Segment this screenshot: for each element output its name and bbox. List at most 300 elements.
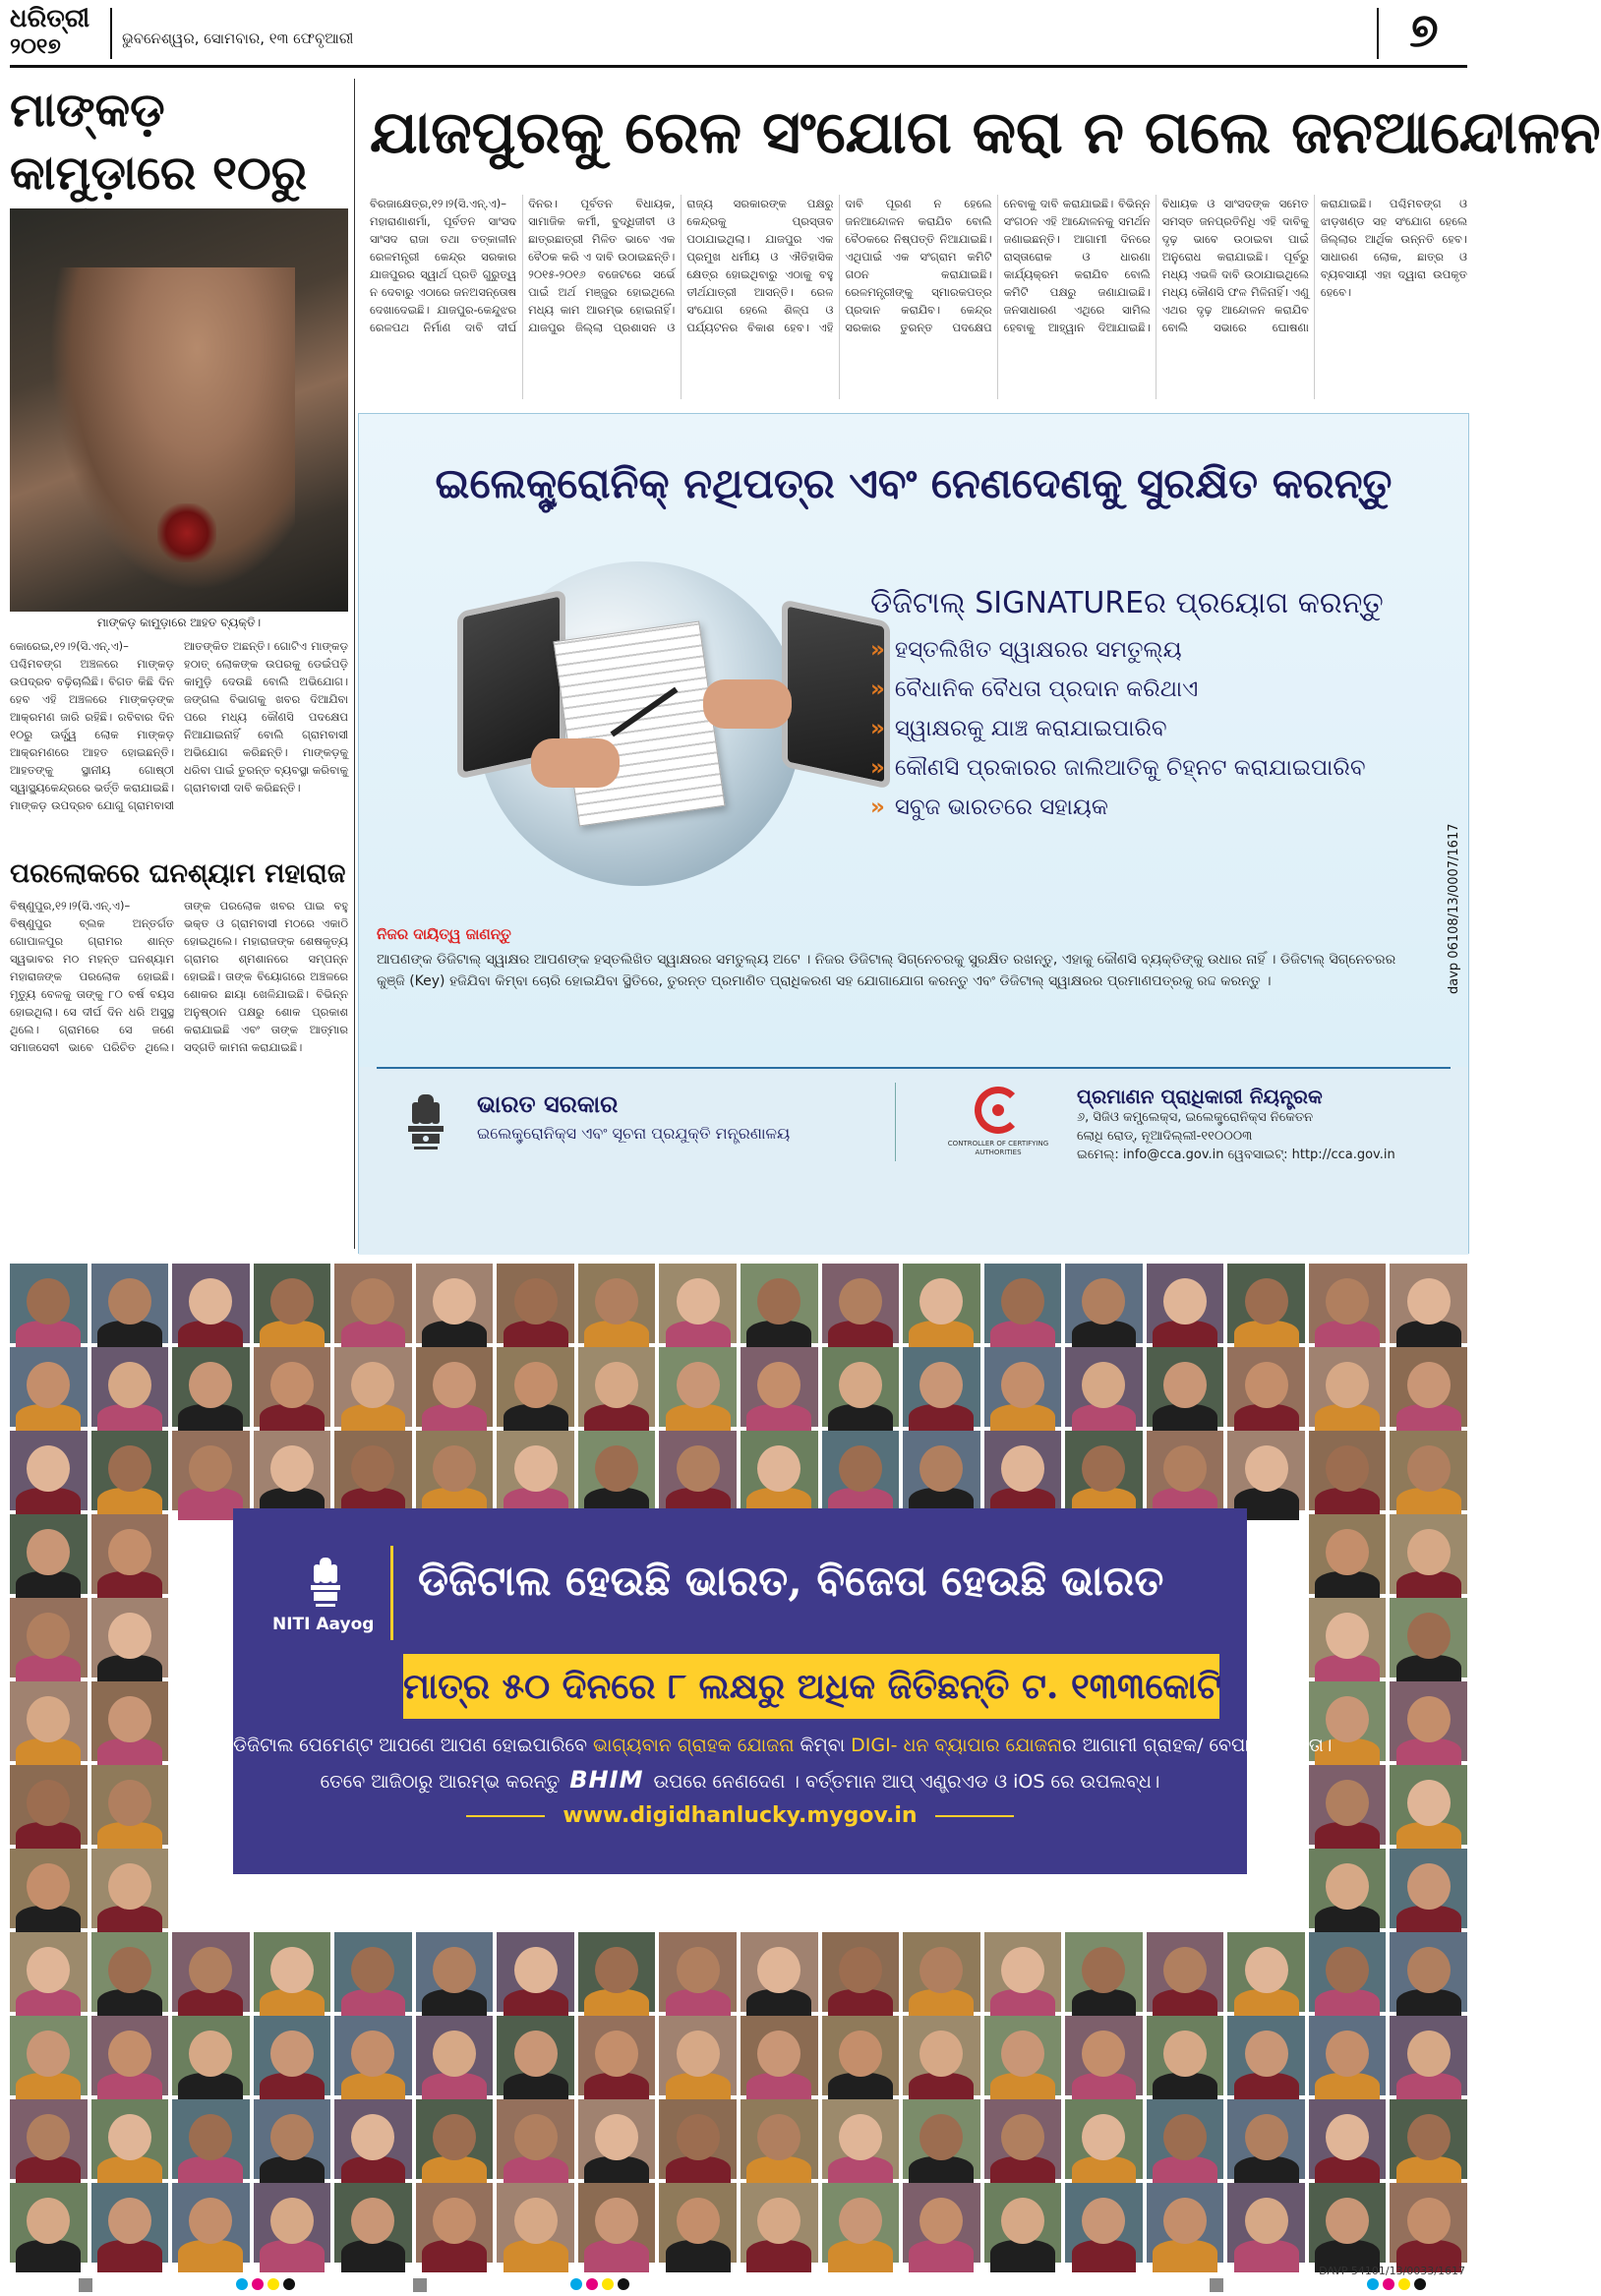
registration-color-dot [1383,2278,1394,2290]
winner-photo [10,1514,88,1594]
winner-photo [10,2183,88,2263]
winner-photo [1309,1514,1387,1594]
niti-line-text: ତେବେ ଆଜିଠାରୁ ଆରମ୍ଭ କରନ୍ତୁ [320,1771,561,1793]
person-face [919,2114,963,2160]
person-face [514,1362,558,1408]
person-torso [1153,2240,1217,2271]
winner-photo [10,1765,88,1845]
national-emblem-icon [304,1554,347,1609]
winner-photo [91,1514,169,1594]
winner-photo [1309,1765,1387,1845]
person-face [351,1362,394,1408]
winner-photo [497,1264,574,1343]
person-face [1407,1947,1451,1993]
winner-photo [254,1264,331,1343]
winner-photo [254,1347,331,1427]
person-torso [1072,2240,1137,2271]
person-face [351,1947,394,1993]
header-rule [10,65,1467,68]
person-face [1407,1613,1451,1659]
registration-color-dot [252,2278,264,2290]
winner-photo [1065,1264,1143,1343]
person-face [839,1445,882,1492]
person-face [1326,1613,1369,1659]
winner-photo [416,1431,494,1510]
url-rule-right [935,1815,1014,1817]
winner-photo [254,2016,331,2095]
person-face [1245,1362,1288,1408]
cca-logo-text: CONTROLLER OF CERTIFYING AUTHORITIES [947,1140,1049,1156]
winner-photo [10,1849,88,1928]
winner-photo [984,2099,1062,2179]
person-face [1001,1278,1044,1325]
person-face [919,1362,963,1408]
registration-gray-square [413,2278,427,2292]
winner-photo [416,1264,494,1343]
person-face [1407,1278,1451,1325]
winner-photo [659,2099,737,2179]
person-face [270,1362,314,1408]
person-face [1407,2114,1451,2160]
winner-photo [1309,1932,1387,2012]
winner-photo [659,1347,737,1427]
winner-photo [91,1932,169,2012]
winner-photo [741,2099,818,2179]
person-face [1163,2031,1207,2077]
winner-photo [254,2183,331,2263]
person-face [433,2114,476,2160]
mosaic-davp-code: DAVP 54101/13/0033/1617 [1319,2265,1465,2277]
winner-photo [497,1431,574,1510]
person-face [514,2114,558,2160]
winner-photo [10,1932,88,2012]
person-face [1326,1278,1369,1325]
person-face [1082,2114,1125,2160]
person-face [514,1278,558,1325]
winner-photo [1390,1765,1467,1845]
person-face [514,2031,558,2077]
person-face [1407,2198,1451,2244]
person-face [1001,1362,1044,1408]
niti-scheme-line [233,1735,1333,1756]
winner-photo [416,2016,494,2095]
winner-photo [1309,1264,1387,1343]
person-face [1326,1947,1369,1993]
office-title: ପ୍ରମାଣନ ପ୍ରାଧିକାରୀ ନିୟନ୍ତ୍ରକ [1077,1085,1323,1108]
feature-item [870,709,1441,748]
winner-photo [822,1431,900,1510]
winner-photo [254,1431,331,1510]
winner-photo [1309,2016,1387,2095]
person-face [757,1278,800,1325]
winner-photo [91,1431,169,1510]
person-torso [341,2240,406,2271]
person-face [1082,1362,1125,1408]
arrow-icon: » [870,795,885,820]
person-face [1407,1780,1451,1826]
winner-photo [903,2183,980,2263]
winner-photo [497,2016,574,2095]
monkey-story-photo [10,208,348,612]
feature-item [870,670,1441,709]
person-face [839,2114,882,2160]
person-face [1326,1863,1369,1910]
person-face [1001,2198,1044,2244]
winner-photo [91,1849,169,1928]
winner-photo [91,1765,169,1845]
person-face [27,1529,70,1575]
winner-photo [497,1347,574,1427]
person-torso [1234,2240,1299,2271]
niti-url: www.digidhanlucky.mygov.in [563,1803,918,1828]
person-face [677,1947,720,1993]
person-face [839,1278,882,1325]
person-face [108,2114,151,2160]
person-face [189,1278,232,1325]
digital-signature-ad [358,413,1469,1254]
winner-photo [659,1932,737,2012]
person-face [1082,1445,1125,1492]
person-face [27,1613,70,1659]
winner-photo [1065,2016,1143,2095]
winner-photo [1390,2016,1467,2095]
niti-url-row [233,1803,1247,1828]
winner-photo [1147,2183,1224,2263]
person-face [1163,2198,1207,2244]
person-torso [746,2240,811,2271]
person-face [433,2198,476,2244]
niti-line-text: ର ଆଗାମୀ ଗ୍ରାହକ/ ବେପାରୀ ବିଜେତା। [1062,1735,1333,1756]
winner-photo [1390,2183,1467,2263]
person-face [1407,1863,1451,1910]
person-face [514,2198,558,2244]
arrow-icon: » [870,716,885,741]
person-face [351,2031,394,2077]
person-face [514,1445,558,1492]
winner-photo [578,2016,656,2095]
winner-photo [1309,1347,1387,1427]
office-address-line: ୬, ସିଜିଓ କମ୍ପ୍ଲେକ୍ସ, ଇଲେକ୍ଟ୍ରୋନିକ୍ସ ନିକେତନ [1077,1110,1314,1125]
niti-line-text: ଡିଜିଟାଲ ପେମେଣ୍ଟ ଆପଣେ ଆପଣ ହୋଇପାରିବେ [233,1735,594,1756]
winner-photo [1065,2099,1143,2179]
person-torso [666,2240,731,2271]
person-face [108,2031,151,2077]
person-face [189,1947,232,1993]
winner-photo [334,1431,412,1510]
winner-photo [1147,2099,1224,2179]
feature-item [870,788,1441,827]
winner-photo [903,1347,980,1427]
responsibility-text: ଆପଣଙ୍କ ଡିଜିଟାଲ୍ ସ୍ୱାକ୍ଷର ଆପଣଙ୍କ ହସ୍ତଲିଖିତ ସ୍ୱାକ୍ଷରର ସମତୁଲ୍ୟ ଅଟେ । ନିଜର ଡିଜିଟାଲ୍ ସିଗ୍ନେଚରକୁ ସୁରକ୍ଷିତ ରଖନ୍ତୁ, ଏହାକୁ କୌଣସି ବ୍ୟକ୍ତିଙ୍କୁ ଉଧାର ନାହିଁ । ଡିଜିଟାଲ୍ ସିଗ୍ନେଚରର କୁଞ୍ଜି (Key) ହଜିଯିବା କିମ୍ବା ଚୋରି ହୋଇଯିବା ସ୍ଥିତିରେ, ତୁରନ୍ତ ପ୍ରମାଣିତ ପ୍ରାଧିକରଣ ସହ ଯୋଗାଯୋଗ କରନ୍ତୁ ଏବଂ ଡିଜିଟାଲ୍ ସ୍ୱାକ୍ଷରର ପ୍ରମାଣପତ୍ରକୁ ରଦ୍ଦ କରନ୍ତୁ । [377,952,1396,989]
winner-photo [578,2099,656,2179]
person-face [108,1613,151,1659]
person-torso [16,2240,81,2271]
person-face [1326,2114,1369,2160]
cca-ad-title: ଇଲେକ୍ଟ୍ରୋନିକ୍ ନଥିପତ୍ର ଏବଂ ନେଣଦେଣକୁ ସୁରକ୍ଷିତ କରନ୍ତୁ [435,459,1393,507]
winner-photo [822,2183,900,2263]
winner-photo [1227,2183,1305,2263]
niti-line-text: ଉପରେ ନେଣଦେଣ । ବର୍ତ୍ତମାନ ଆପ୍ ଏଣ୍ଡ୍ରଏଡ ଓ iOS ରେ ଉପଲବ୍ଧ। [653,1771,1160,1793]
footer-divider [895,1083,896,1161]
responsibility-title: ନିଜର ଦାୟିତ୍ୱ ଜାଣନ୍ତୁ [377,925,511,943]
winner-photo [91,1681,169,1761]
hand-left-illustration [531,738,620,788]
main-headline: ଯାଜପୁରକୁ ରେଳ ସଂଯୋଗ କରା ନ ଗଲେ ଜନଆନ୍ଦୋଳନ [370,98,1601,167]
winner-photo [984,2016,1062,2095]
person-face [1245,2031,1288,2077]
winner-photo [172,2016,250,2095]
winner-photo [903,1431,980,1510]
winner-photo [334,1347,412,1427]
url-rule-left [466,1815,545,1817]
winner-photo [1227,1932,1305,2012]
niti-line-text: କିମ୍ବା [794,1735,852,1756]
winner-photo [741,1932,818,2012]
person-torso [504,2240,568,2271]
main-story-body: ବିରଜାକ୍ଷେତ୍ର,୧୨।୨(ସି.ଏନ୍.ଏ)– ମହାରାଣାଶର୍ମା, ପୂର୍ବତନ ସାଂସଦ ସାଂସଦ ରାଜା ତଥା ତତ୍କାଳୀନ ରେଳମନ୍ତ୍ରୀ କେନ୍ଦ୍ର ସରକାର ଯାଜପୁରର ସ୍ୱାର୍ଥ ପ୍ରତି ଗୁରୁତ୍ୱ ନ ଦେବାରୁ ଏଠାରେ ଜନଅସନ୍ତୋଷ ଦେଖାଦେଇଛି। ଯାଜପୁର-କେନ୍ଦୁଝର ରେଳପଥ ନିର୍ମାଣ ଦାବି ଦୀର୍ଘ ଦିନର। ପୂର୍ବତନ ବିଧାୟକ, ସାମାଜିକ କର୍ମୀ, ବୁଦ୍ଧିଜୀବୀ ଓ ଛାତ୍ରଛାତ୍ରୀ ମିଳିତ ଭାବେ ଏକ ବୈଠକ କରି ଏ ଦାବି ଉଠାଇଛନ୍ତି। ୨୦୧୫-୨୦୧୬ ବଜେଟରେ ସର୍ଭେ ପାଇଁ ଅର୍ଥ ମଞ୍ଜୁର ହୋଇଥିଲେ ମଧ୍ୟ କାମ ଆରମ୍ଭ ହୋଇନାହିଁ। ଯାଜପୁର ଜିଲ୍ଲା ପ୍ରଶାସନ ଓ ରାଜ୍ୟ ସରକାରଙ୍କ ପକ୍ଷରୁ କେନ୍ଦ୍ରକୁ ପ୍ରସ୍ତାବ ପଠାଯାଇଥିଲା। ଯାଜପୁର ଏକ ପ୍ରମୁଖ ଧର୍ମୀୟ ଓ ଐତିହାସିକ କ୍ଷେତ୍ର ହୋଇଥିବାରୁ ଏଠାକୁ ବହୁ ତୀର୍ଥଯାତ୍ରୀ ଆସନ୍ତି। ରେଳ ସଂଯୋଗ ହେଲେ ଶିଳ୍ପ ଓ ପର୍ଯ୍ୟଟନର ବିକାଶ ହେବ। ଏହି ଦାବି ପୂରଣ ନ ହେଲେ ଜନଆନ୍ଦୋଳନ କରାଯିବ ବୋଲି ବୈଠକରେ ନିଷ୍ପତ୍ତି ନିଆଯାଇଛି। ଏଥିପାଇଁ ଏକ ସଂଗ୍ରାମ କମିଟି ଗଠନ କରାଯାଇଛି। ରେଳମନ୍ତ୍ରୀଙ୍କୁ ସ୍ମାରକପତ୍ର ପ୍ରଦାନ କରାଯିବ। କେନ୍ଦ୍ର ସରକାର ତୁରନ୍ତ ପଦକ୍ଷେପ ନେବାକୁ ଦାବି କରାଯାଇଛି। ବିଭିନ୍ନ ସଂଗଠନ ଏହି ଆନ୍ଦୋଳନକୁ ସମର୍ଥନ ଜଣାଇଛନ୍ତି। ଆଗାମୀ ଦିନରେ ରାସ୍ତାରୋକ ଓ ଧାରଣା କାର୍ଯ୍ୟକ୍ରମ କରାଯିବ ବୋଲି କମିଟି ପକ୍ଷରୁ ଜଣାଯାଇଛି। ଜନସାଧାରଣ ଏଥିରେ ସାମିଲ ହେବାକୁ ଆହ୍ୱାନ ଦିଆଯାଇଛି। ବିଧାୟକ ଓ ସାଂସଦଙ୍କ ସମେତ ସମସ୍ତ ଜନପ୍ରତିନିଧି ଏହି ଦାବିକୁ ଦୃଢ଼ ଭାବେ ଉଠାଇବା ପାଇଁ ଅନୁରୋଧ କରାଯାଇଛି। ପୂର୍ବରୁ ମଧ୍ୟ ଏଭଳି ଦାବି ଉଠାଯାଇଥିଲେ ମଧ୍ୟ କୌଣସି ଫଳ ମିଳିନାହିଁ। ଏଣୁ ଏଥର ଦୃଢ଼ ଆନ୍ଦୋଳନ କରାଯିବ ବୋଲି ସଭାରେ ଘୋଷଣା କରାଯାଇଛି। ପଶ୍ଚିମବଙ୍ଗ ଓ ଝାଡ଼ଖଣ୍ଡ ସହ ସଂଯୋଗ ହେଲେ ଜିଲ୍ଲାର ଆର୍ଥିକ ଉନ୍ନତି ହେବ। ସାଧାରଣ ଲୋକ, ଛାତ୍ର ଓ ବ୍ୟବସାୟୀ ଏହା ଦ୍ୱାରା ଉପକୃତ ହେବେ। [370,197,1467,334]
person-face [27,2114,70,2160]
winner-photo [1309,2099,1387,2179]
winner-photo [1147,1347,1224,1427]
registration-mark-group [413,2278,531,2292]
person-face [1407,1362,1451,1408]
person-face [189,1445,232,1492]
winner-photo [254,1932,331,2012]
winner-photo [1309,1431,1387,1510]
feature-list [870,586,1441,827]
person-face [108,1780,151,1826]
niti-aayog-ad [233,1508,1333,1874]
winner-photo [1227,2016,1305,2095]
winner-photo [10,1431,88,1510]
masthead [10,4,108,65]
feature-item [870,748,1441,788]
winner-photo [659,2016,737,2095]
person-face [839,1362,882,1408]
winner-photo [659,2183,737,2263]
header-divider [110,8,112,59]
person-face [351,2114,394,2160]
winner-photo [10,2016,88,2095]
person-face [1163,2114,1207,2160]
registration-color-dot [1367,2278,1379,2290]
obituary-headline: ପରଲୋକରେ ଘନଶ୍ୟାମ ମହାରାଜ [10,858,346,889]
document-illustration [554,620,726,826]
arrow-icon: » [870,755,885,781]
winner-photo [1227,2099,1305,2179]
person-face [595,1947,638,1993]
person-face [27,2031,70,2077]
person-face [270,2031,314,2077]
person-face [270,1947,314,1993]
person-face [189,2114,232,2160]
person-face [677,2031,720,2077]
office-contact-line: ଇମେଲ୍: info@cca.gov.in ୱେବସାଇଟ୍: http://cca.gov.in [1077,1148,1395,1162]
person-face [1163,1278,1207,1325]
wound-mark [157,503,216,562]
monkey-story-body: କୋରେଇ,୧୨।୨(ସି.ଏନ୍.ଏ)– ପଶ୍ଚିମବଙ୍ଗ ଅଞ୍ଚଳରେ ମାଙ୍କଡ଼ ଉପଦ୍ରବ ବଢ଼ିଚାଲିଛି। ବିଗତ କିଛି ଦିନ ହେବ ଏହି ଅଞ୍ଚଳରେ ମାଙ୍କଡ଼ଙ୍କ ଆକ୍ରମଣ ଜାରି ରହିଛି। ରବିବାର ଦିନ ୧୦ରୁ ଊର୍ଦ୍ଧ୍ୱ ଲୋକ ମାଙ୍କଡ଼ ଆକ୍ରମଣରେ ଆହତ ହୋଇଛନ୍ତି। ଆହତଙ୍କୁ ସ୍ଥାନୀୟ ଗୋଷ୍ଠୀ ସ୍ୱାସ୍ଥ୍ୟକେନ୍ଦ୍ରରେ ଭର୍ତ୍ତି କରାଯାଇଛି। ମାଙ୍କଡ଼ ଉପଦ୍ରବ ଯୋଗୁ ଗ୍ରାମବାସୀ ଆତଙ୍କିତ ଅଛନ୍ତି। ଗୋଟିଏ ମାଙ୍କଡ଼ ହଠାତ୍ ଲୋକଙ୍କ ଉପରକୁ ଡେଇଁପଡ଼ି କାମୁଡ଼ି ଦେଉଛି ବୋଲି ଅଭିଯୋଗ। ଜଙ୍ଗଲ ବିଭାଗକୁ ଖବର ଦିଆଯିବା ପରେ ମଧ୍ୟ କୌଣସି ପଦକ୍ଷେପ ନିଆଯାଇନାହିଁ ବୋଲି ଗ୍ରାମବାସୀ ଅଭିଯୋଗ କରିଛନ୍ତି। ମାଙ୍କଡ଼କୁ ଧରିବା ପାଇଁ ତୁରନ୍ତ ବ୍ୟବସ୍ଥା କରିବାକୁ ଗ୍ରାମବାସୀ ଦାବି କରିଛନ୍ତି। [10,639,348,812]
winner-photo [172,2099,250,2179]
winner-photo [416,1932,494,2012]
winner-photo [497,1932,574,2012]
winner-photo [1390,1932,1467,2012]
person-torso [584,2240,649,2271]
page-number: ୭ [1409,3,1439,58]
dateline: ଭୁବନେଶ୍ୱର, ସୋମବାର, ୧୩ ଫେବୃଆରୀ [122,29,354,47]
person-face [1326,1529,1369,1575]
person-face [1163,1445,1207,1492]
winner-photo [578,1347,656,1427]
winner-photo [497,2099,574,2179]
person-face [1326,1445,1369,1492]
winner-photo [172,1264,250,1343]
person-face [1082,1278,1125,1325]
person-face [189,2198,232,2244]
winner-photo [1390,1598,1467,1678]
davp-code-text: davp 06108/13/0007/1617 [1447,823,1461,994]
winner-photo [659,1431,737,1510]
ministry-name: ଇଲେକ୍ଟ୍ରୋନିକ୍ସ ଏବଂ ସୂଚନା ପ୍ରଯୁକ୍ତି ମନ୍ତ୍ରଣାଳୟ [477,1124,791,1143]
winner-photo [1147,2016,1224,2095]
winner-photo [91,1347,169,1427]
winner-photo [172,1932,250,2012]
winner-photo [10,1347,88,1427]
person-face [270,2198,314,2244]
person-face [27,1947,70,1993]
feature-text: ସ୍ୱାକ୍ଷରକୁ ଯାଞ୍ଚ କରାଯାଇପାରିବ [894,716,1167,741]
registration-color-dot [602,2278,614,2290]
person-face [433,1947,476,1993]
person-face [108,1947,151,1993]
winner-photo [91,2183,169,2263]
person-face [595,2031,638,2077]
winner-photo [334,1264,412,1343]
person-face [757,2198,800,2244]
winner-photo [741,2016,818,2095]
feature-item [870,630,1441,670]
winner-photo [1065,1347,1143,1427]
winner-photo [1390,1681,1467,1761]
winner-photo [416,1347,494,1427]
winner-photo [822,2099,900,2179]
winner-photo [578,1264,656,1343]
person-face [595,1278,638,1325]
page-number-divider [1377,8,1379,59]
person-face [1407,1445,1451,1492]
person-torso [990,2240,1055,2271]
person-face [1326,1780,1369,1826]
person-torso [828,2240,893,2271]
person-face [1245,1278,1288,1325]
person-face [1082,1947,1125,1993]
niti-divider [390,1546,393,1640]
winner-photo [1147,1932,1224,2012]
winner-photo [91,1264,169,1343]
person-face [757,1947,800,1993]
person-face [514,1947,558,1993]
person-face [270,2114,314,2160]
person-face [27,1278,70,1325]
winner-photo [903,2016,980,2095]
person-face [1326,2198,1369,2244]
registration-mark-group [79,2278,197,2292]
winner-photo [1390,1431,1467,1510]
winner-photo [578,2183,656,2263]
registration-color-dot [570,2278,582,2290]
person-torso [260,2240,325,2271]
person-face [1001,1947,1044,1993]
person-face [1245,2114,1288,2160]
person-face [1001,2031,1044,2077]
winner-photo [91,2099,169,2179]
person-torso [97,2240,162,2271]
winner-photo [903,1264,980,1343]
winner-photo [822,1932,900,2012]
cca-logo [939,1083,1057,1169]
person-face [595,1362,638,1408]
winner-photo [1147,1431,1224,1510]
bhim-logo: BHIM [569,1766,644,1794]
person-torso [909,2240,974,2271]
registration-color-dot [618,2278,629,2290]
winner-photo [578,1932,656,2012]
winner-photo [741,1264,818,1343]
person-face [677,1278,720,1325]
winner-photo [578,1431,656,1510]
winner-photo [172,1347,250,1427]
photo-caption: ମାଙ୍କଡ଼ କାମୁଡ଼ାରେ ଆହତ ବ୍ୟକ୍ତି। [96,616,262,629]
winner-photo [334,2016,412,2095]
print-registration-marks [0,2273,1475,2296]
person-face [433,1445,476,1492]
national-emblem-icon [398,1089,453,1153]
winner-photo [741,2183,818,2263]
winner-photo [416,2099,494,2179]
person-face [1326,2031,1369,2077]
person-face [189,1362,232,1408]
winner-photo [91,2016,169,2095]
winner-photo [10,1264,88,1343]
person-face [839,2031,882,2077]
person-face [1407,1696,1451,1742]
winner-photo [1227,1431,1305,1510]
feature-text: ହସ୍ତଲିଖିତ ସ୍ୱାକ୍ଷରର ସମତୁଲ୍ୟ [894,637,1182,663]
registration-color-dot [586,2278,598,2290]
winner-photo [1227,1347,1305,1427]
person-face [27,1696,70,1742]
person-face [757,1362,800,1408]
winner-photo [1147,1264,1224,1343]
feature-text: କୌଣସି ପ୍ରକାରର ଜାଲିଆତିକୁ ଚିହ୍ନଟ କରାଯାଇପାରିବ [894,755,1366,781]
winner-photo [822,1264,900,1343]
person-face [1082,2031,1125,2077]
person-face [433,1278,476,1325]
winner-photo [984,1347,1062,1427]
winner-photo [172,1431,250,1510]
arrow-icon: » [870,637,885,663]
person-face [1407,2031,1451,2077]
person-face [108,1696,151,1742]
hand-right-illustration [703,679,792,729]
winner-photo [984,1264,1062,1343]
person-face [433,1362,476,1408]
niti-ad-title: ଡିଜିଟାଲ ହେଉଛି ଭାରତ, ବିଜେତା ହେଉଛି ଭାରତ [418,1557,1164,1605]
winner-photo [1309,2183,1387,2263]
winner-photo [10,1598,88,1678]
winner-photo [984,1932,1062,2012]
winner-photo [1390,2099,1467,2179]
person-face [1326,1362,1369,1408]
